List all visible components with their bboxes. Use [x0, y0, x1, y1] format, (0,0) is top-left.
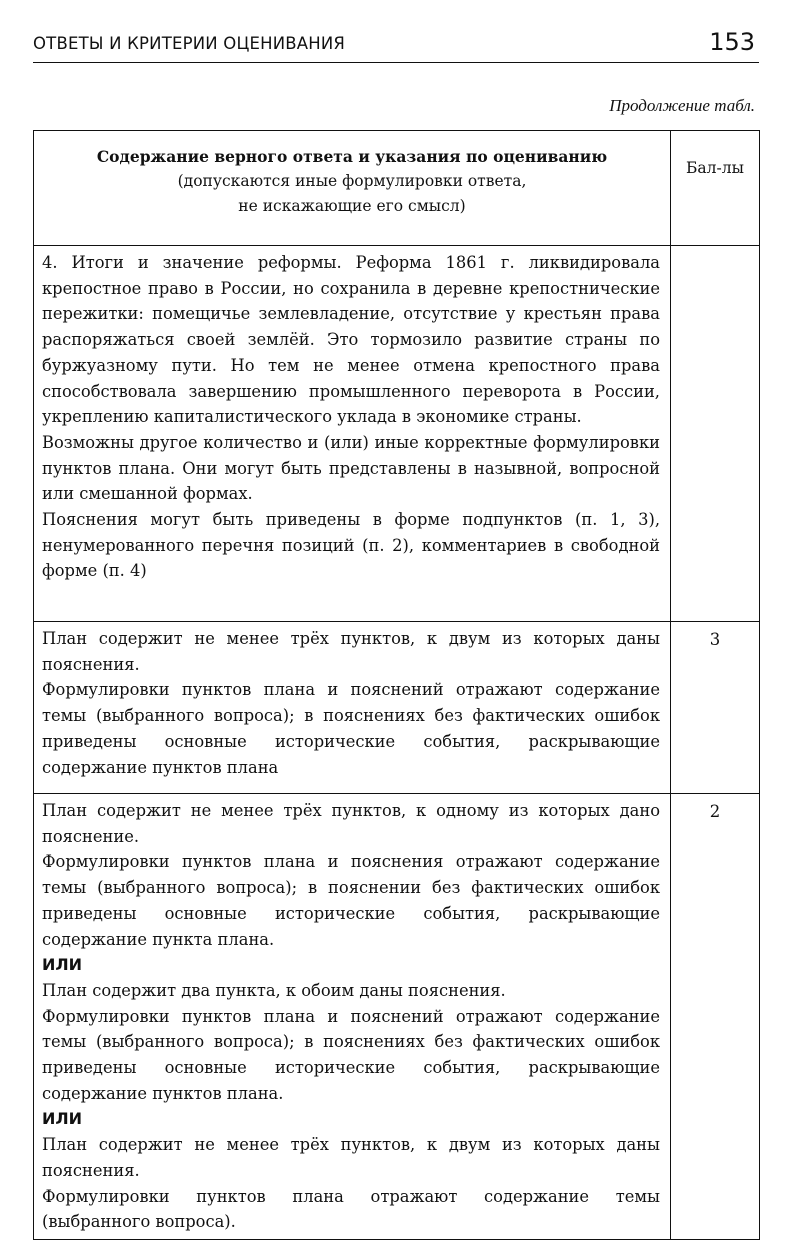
or-separator: ИЛИ: [42, 955, 83, 975]
table-row: [34, 622, 760, 794]
criteria-paragraph: Формулировки пунктов плана и пояснений отражают содержание темы (выбранного вопроса); в пояснениях без фактических ошибок приведены основные исторические события, раскрывающие содержание пунктов плана.: [42, 1006, 660, 1103]
running-header: [33, 28, 759, 63]
criteria-table: [33, 130, 760, 1240]
criteria-text-cell: [34, 622, 671, 794]
running-title: ОТВЕТЫ И КРИТЕРИИ ОЦЕНИВАНИЯ: [33, 34, 346, 53]
column-header-content-line2: (допускаются иные формулировки ответа,: [177, 172, 527, 190]
table-row: [34, 794, 760, 1240]
criteria-paragraph: Пояснения могут быть приведены в форме подпунктов (п. 1, 3), ненумерованного перечня позиций (п. 2), комментариев в свободной форме (п. 4): [42, 510, 660, 581]
criteria-paragraph: 4. Итоги и значение реформы. Реформа 1861 г. ликвидировала крепостное право в России, но сохранила в деревне крепостнические пережитки: помещичье землевладение, отсутствие у крестьян права распоряжаться своей землёй. Это тормозило развитие страны по буржуазному пути. Но тем не менее отмена крепостного права способствовала завершению промышленного переворота в России, укреплению капиталистического уклада в экономике страны.: [42, 253, 660, 427]
criteria-paragraph: Формулировки пунктов плана и пояснений отражают содержание темы (выбранного вопроса); в пояснениях без фактических ошибок приведены основные исторические события, раскрывающие содержание пунктов плана: [42, 680, 660, 777]
criteria-paragraph: Формулировки пунктов плана и пояснения отражают содержание темы (выбранного вопроса); в пояснении без фактических ошибок приведены основные исторические события, раскрывающие содержание пункта плана.: [42, 852, 660, 949]
column-header-points: Бал-лы: [671, 131, 760, 246]
criteria-paragraph: План содержит не менее трёх пунктов, к двум из которых даны пояснения.: [42, 1135, 660, 1180]
points-cell: [671, 246, 760, 622]
criteria-paragraph: Возможны другое количество и (или) иные корректные формулировки пунктов плана. Они могут быть представлены в назывной, вопросной или смешанной формах.: [42, 432, 660, 504]
criteria-text-cell: [34, 246, 671, 622]
criteria-paragraph: Формулировки пунктов плана отражают содержание темы (выбранного вопроса).: [42, 1186, 660, 1232]
table-header-row: [34, 131, 760, 246]
table-row: [34, 246, 760, 622]
column-header-content-line1: Содержание верного ответа и указания по оцениванию: [96, 147, 608, 166]
criteria-paragraph: План содержит два пункта, к обоим даны пояснения.: [42, 980, 506, 1000]
points-cell: 2: [671, 794, 760, 1240]
page-number: 153: [709, 28, 755, 56]
criteria-paragraph: План содержит не менее трёх пунктов, к двум из которых даны пояснения.: [42, 629, 660, 674]
criteria-text-cell: [34, 794, 671, 1240]
table-continuation-note: Продолжение табл.: [609, 96, 755, 115]
column-header-content-line3: не искажающие его смысл): [238, 197, 466, 215]
points-cell: 3: [671, 622, 760, 794]
criteria-paragraph: План содержит не менее трёх пунктов, к одному из которых дано пояснение.: [42, 801, 660, 846]
column-header-content: [34, 131, 671, 246]
or-separator: ИЛИ: [42, 1109, 83, 1129]
